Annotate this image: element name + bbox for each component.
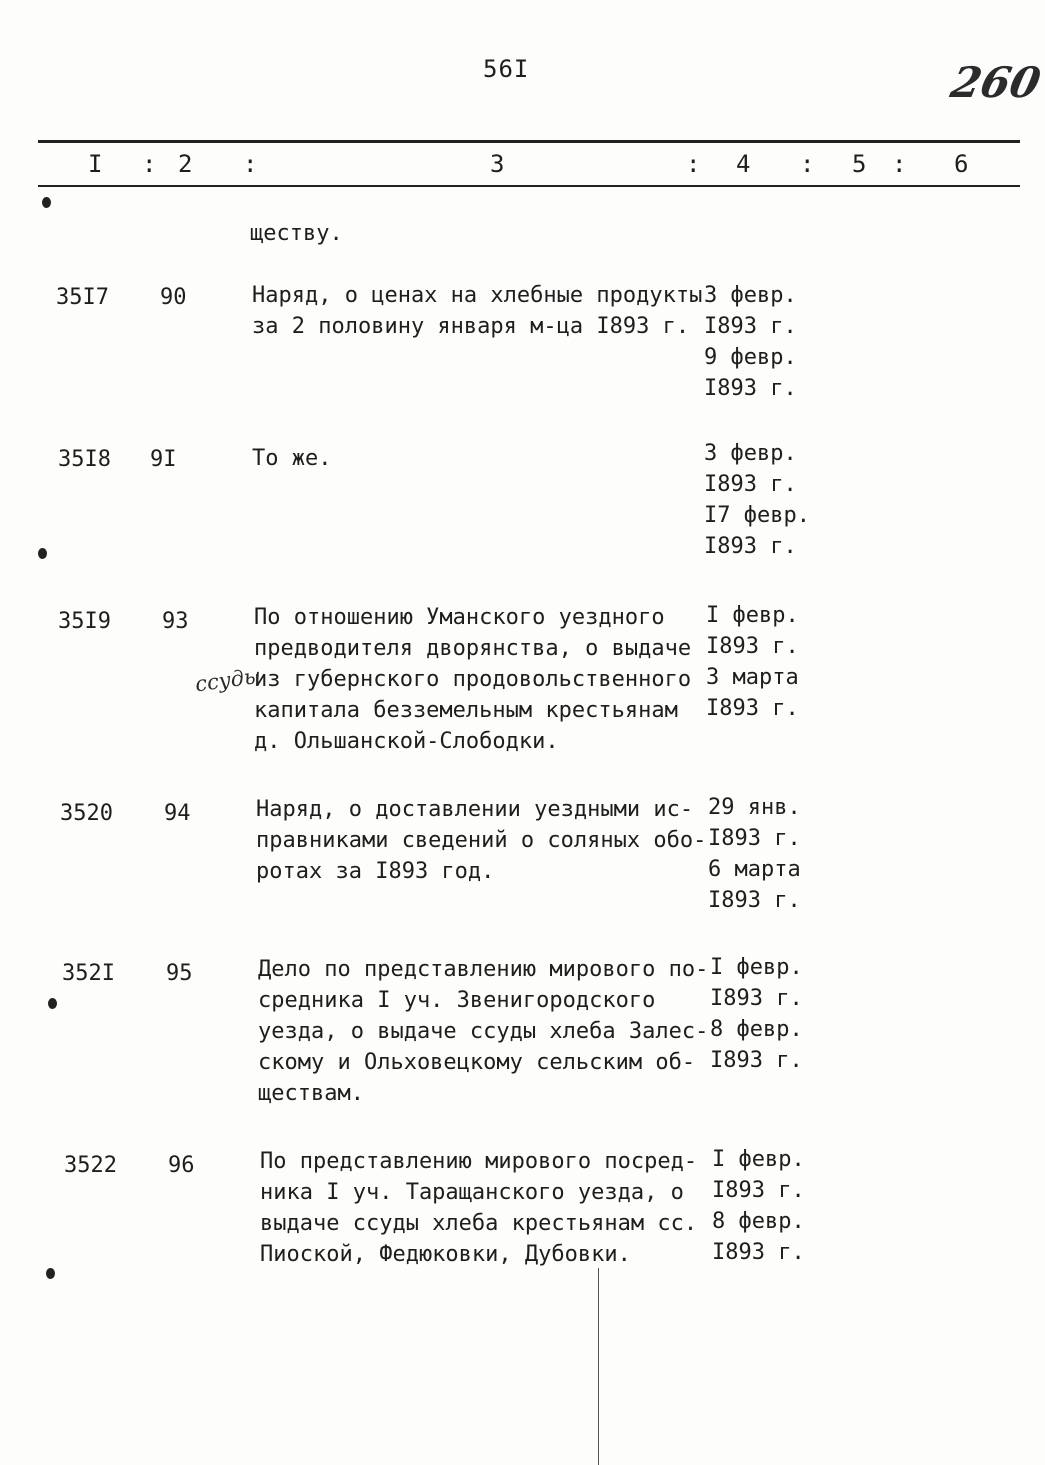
header-top-rule [38, 140, 1020, 143]
item-number: 95 [166, 961, 193, 986]
binding-hole-mark [42, 197, 51, 208]
description-line: По отношению Уманского уездного [254, 605, 665, 630]
column-separator: : [243, 150, 258, 178]
column-header-6: 6 [954, 150, 969, 178]
description-line: ществам. [258, 1081, 364, 1106]
header-bottom-rule [38, 185, 1020, 187]
description-line: ника I уч. Таращанского уезда, о [260, 1180, 684, 1205]
description-line: Наряд, о доставлении уездными ис- [256, 797, 694, 822]
page-number: 56I [483, 55, 530, 83]
date-line: I893 г. [708, 888, 801, 913]
description-line: ротах за I893 год. [256, 859, 495, 884]
binding-hole-mark [48, 998, 57, 1009]
entry-description [252, 443, 331, 474]
column-header-3: 3 [490, 150, 505, 178]
date-line: 8 февр. [712, 1209, 805, 1234]
item-number: 90 [160, 285, 187, 310]
description-line: выдаче ссуды хлеба крестьянам сс. [260, 1211, 698, 1236]
description-line: Пиоской, Федюковки, Дубовки. [260, 1242, 631, 1267]
description-line: предводителя дворянства, о выдаче [254, 636, 692, 661]
description-line: правниками сведений о соляных обо- [256, 828, 707, 853]
handwritten-margin-note: ссуды [193, 663, 263, 697]
vertical-scan-line [598, 1268, 599, 1465]
binding-hole-mark [46, 1268, 55, 1279]
item-number: 96 [168, 1153, 195, 1178]
date-line: I893 г. [704, 314, 797, 339]
entry-dates [708, 792, 801, 916]
date-line: 29 янв. [708, 795, 801, 820]
entry-number: 352I [62, 961, 115, 986]
entry-description [252, 280, 702, 342]
date-line: 6 марта [708, 857, 801, 882]
binding-hole-mark [38, 548, 47, 559]
date-line: I893 г. [706, 696, 799, 721]
description-line: за 2 половину января м-ца I893 г. [252, 314, 690, 339]
item-number: 9I [150, 447, 177, 472]
item-number: 94 [164, 801, 191, 826]
date-line: 8 февр. [710, 1017, 803, 1042]
date-line: 9 февр. [704, 345, 797, 370]
description-line: То же. [252, 446, 332, 471]
description-line: Наряд, о ценах на хлебные продукты [252, 283, 703, 308]
entry-description [260, 1146, 697, 1270]
column-separator: : [142, 150, 157, 178]
entry-dates [712, 1144, 805, 1268]
description-line: скому и Ольховецкому сельским об- [258, 1050, 696, 1075]
date-line: I893 г. [704, 472, 797, 497]
entry-number: 35I9 [58, 609, 111, 634]
date-line: 3 февр. [704, 283, 797, 308]
date-line: I февр. [706, 603, 799, 628]
entry-dates [710, 952, 803, 1076]
continuation-text: ществу. [250, 221, 343, 246]
date-line: I893 г. [704, 376, 797, 401]
entry-number: 35I8 [58, 447, 111, 472]
entry-number: 3520 [60, 801, 113, 826]
description-line: Дело по представлению мирового по- [258, 957, 709, 982]
date-line: I893 г. [710, 1048, 803, 1073]
item-number: 93 [162, 609, 189, 634]
entry-dates [706, 600, 799, 724]
entry-description [258, 954, 708, 1109]
date-line: I893 г. [710, 986, 803, 1011]
entry-dates [704, 280, 797, 404]
column-separator: : [686, 150, 701, 178]
date-line: I февр. [710, 955, 803, 980]
entry-number: 3522 [64, 1153, 117, 1178]
description-line: из губернского продовольственного [254, 667, 692, 692]
date-line: I893 г. [706, 634, 799, 659]
column-separator: : [800, 150, 815, 178]
column-header-4: 4 [736, 150, 751, 178]
description-line: средника I уч. Звенигородского [258, 988, 656, 1013]
entry-description [254, 602, 691, 757]
description-line: д. Ольшанской-Слободки. [254, 729, 559, 754]
description-line: По представлению мирового посред- [260, 1149, 698, 1174]
date-line: 3 марта [706, 665, 799, 690]
column-header-5: 5 [852, 150, 867, 178]
entry-dates [704, 438, 810, 562]
description-line: капитала безземельным крестьянам [254, 698, 678, 723]
date-line: I893 г. [712, 1178, 805, 1203]
date-line: I февр. [712, 1147, 805, 1172]
column-separator: : [892, 150, 907, 178]
entry-description [256, 794, 706, 887]
description-line: уезда, о выдаче ссуды хлеба Залес- [258, 1019, 709, 1044]
date-line: I893 г. [712, 1240, 805, 1265]
date-line: I893 г. [708, 826, 801, 851]
date-line: I7 февр. [704, 503, 810, 528]
entry-number: 35I7 [56, 285, 109, 310]
column-header-2: 2 [178, 150, 193, 178]
date-line: 3 февр. [704, 441, 797, 466]
handwritten-folio-number: 260 [946, 58, 1045, 107]
date-line: I893 г. [704, 534, 797, 559]
column-header-1: I [88, 150, 103, 178]
